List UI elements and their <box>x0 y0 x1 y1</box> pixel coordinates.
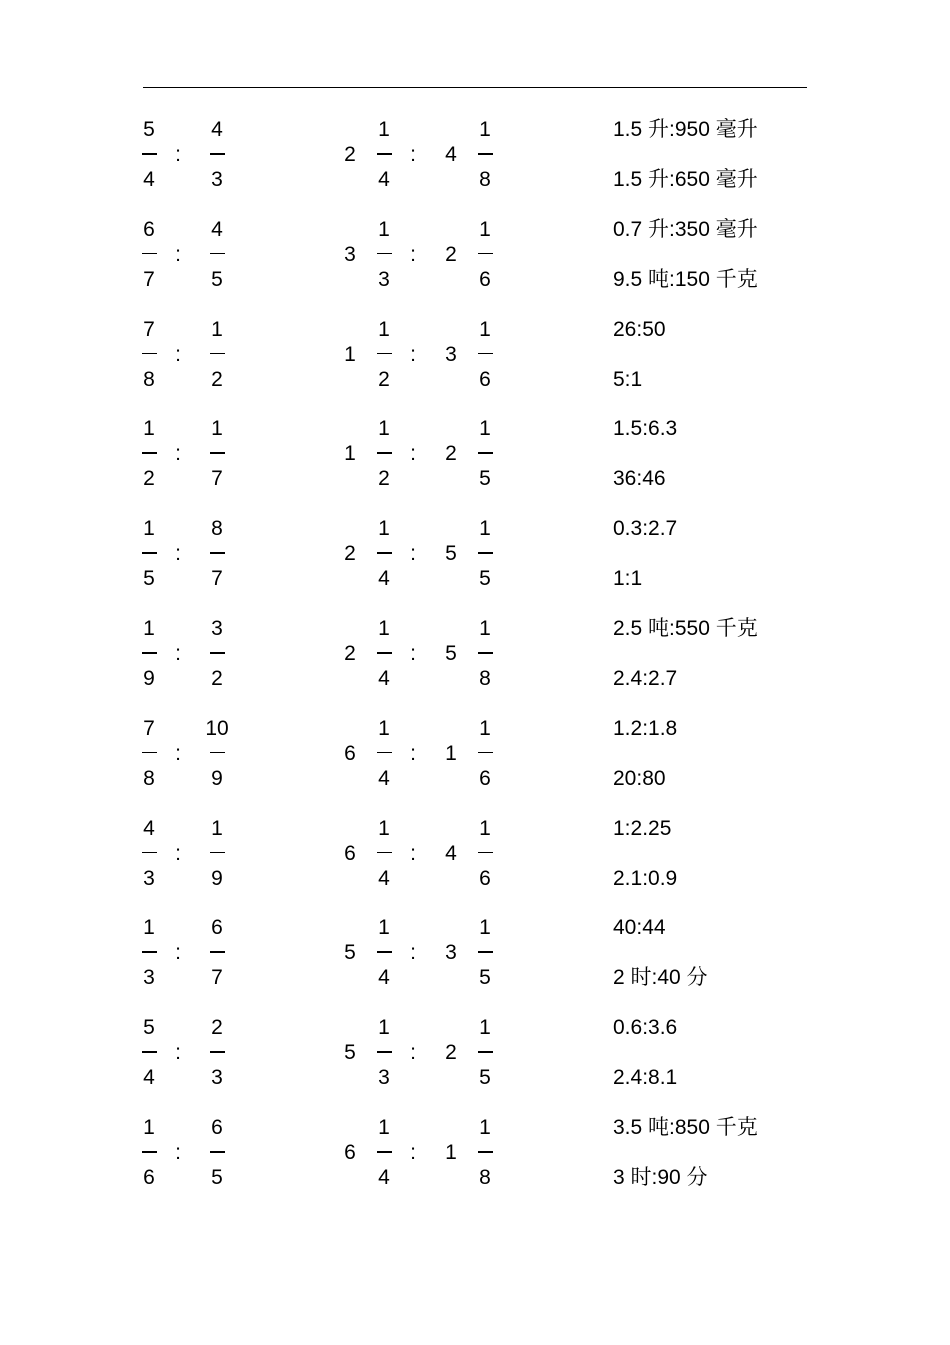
ratio-expression: 5:1 <box>613 367 643 391</box>
left-fraction-a-denominator: 4 <box>143 1066 155 1090</box>
ratio-colon: : <box>410 143 416 166</box>
ratio-expression: 1.2:1.8 <box>613 716 678 740</box>
ratio-colon: : <box>410 941 416 965</box>
left-fraction-b-numerator: 1 <box>211 417 223 441</box>
ratio-colon: : <box>175 242 181 266</box>
left-fraction-a-numerator: 1 <box>143 617 155 640</box>
mixed-fraction-b-denominator: 8 <box>479 667 491 690</box>
left-fraction-b-denominator: 9 <box>211 866 223 890</box>
ratio-colon: : <box>175 542 181 566</box>
mixed-fraction-b-numerator: 1 <box>479 517 491 541</box>
exercise-row <box>0 218 950 318</box>
left-fraction-b-numerator: 1 <box>211 816 223 840</box>
ratio-expression: 2.1:0.9 <box>613 866 678 890</box>
ratio-colon: : <box>175 642 181 665</box>
ratio-expression: 0.6:3.6 <box>613 1016 678 1040</box>
mixed-fraction-a-bar <box>377 752 392 754</box>
ratio-expression: 1:1 <box>613 567 643 591</box>
left-fraction-a-bar <box>142 253 157 255</box>
ratio-expression: 26:50 <box>613 317 666 341</box>
ratio-colon: : <box>175 342 181 366</box>
ratio-colon: : <box>410 342 416 366</box>
mixed-whole-b: 1 <box>445 741 457 765</box>
left-fraction-a-bar <box>142 153 157 155</box>
mixed-fraction-a-denominator: 2 <box>378 467 390 491</box>
left-fraction-b-bar <box>210 552 225 554</box>
exercise-row <box>0 118 950 218</box>
mixed-fraction-a-denominator: 3 <box>378 267 390 291</box>
exercise-row <box>0 916 950 1016</box>
mixed-fraction-b-bar <box>478 153 493 155</box>
mixed-fraction-b-numerator: 1 <box>479 617 491 640</box>
ratio-colon: : <box>410 642 416 665</box>
ratio-expression: 3 时:90 分 <box>613 1166 708 1189</box>
ratio-expression: 2 时:40 分 <box>613 966 708 990</box>
ratio-expression: 40:44 <box>613 916 666 940</box>
ratio-expression: 1.5:6.3 <box>613 417 678 441</box>
left-fraction-b-numerator: 8 <box>211 517 223 541</box>
mixed-whole-b: 1 <box>445 1141 457 1164</box>
exercise-row <box>0 1016 950 1116</box>
mixed-whole-b: 2 <box>445 1041 457 1065</box>
mixed-fraction-b-bar <box>478 852 493 854</box>
mixed-fraction-a-numerator: 1 <box>378 118 390 141</box>
left-fraction-a-denominator: 3 <box>143 966 155 990</box>
mixed-fraction-b-denominator: 5 <box>479 567 491 591</box>
left-fraction-a-numerator: 5 <box>143 118 155 141</box>
mixed-fraction-a-bar <box>377 353 392 355</box>
ratio-colon: : <box>175 741 181 765</box>
exercise-row <box>0 1116 950 1216</box>
mixed-fraction-a-numerator: 1 <box>378 816 390 840</box>
left-fraction-b-bar <box>210 1051 225 1053</box>
mixed-fraction-a-denominator: 4 <box>378 766 390 790</box>
mixed-fraction-a-numerator: 1 <box>378 617 390 640</box>
ratio-colon: : <box>410 542 416 566</box>
ratio-colon: : <box>175 442 181 466</box>
left-fraction-b-denominator: 3 <box>211 1066 223 1090</box>
left-fraction-b-bar <box>210 253 225 255</box>
ratio-colon: : <box>410 1041 416 1065</box>
left-fraction-b-numerator: 6 <box>211 916 223 940</box>
mixed-fraction-a-numerator: 1 <box>378 716 390 740</box>
mixed-fraction-a-bar <box>377 1151 392 1153</box>
ratio-colon: : <box>175 841 181 865</box>
ratio-expression: 0.3:2.7 <box>613 517 678 541</box>
ratio-expression: 3.5 吨:850 千克 <box>613 1116 758 1139</box>
mixed-whole-a: 2 <box>344 642 356 665</box>
left-fraction-b-numerator: 6 <box>211 1116 223 1139</box>
left-fraction-b-bar <box>210 752 225 754</box>
ratio-colon: : <box>410 741 416 765</box>
ratio-colon: : <box>410 442 416 466</box>
mixed-whole-a: 6 <box>344 741 356 765</box>
mixed-whole-a: 2 <box>344 143 356 166</box>
mixed-fraction-a-bar <box>377 951 392 953</box>
left-fraction-a-bar <box>142 452 157 454</box>
mixed-fraction-a-numerator: 1 <box>378 417 390 441</box>
ratio-expression: 1.5 升:950 毫升 <box>613 118 758 141</box>
mixed-whole-a: 5 <box>344 1041 356 1065</box>
left-fraction-b-denominator: 3 <box>211 168 223 191</box>
mixed-fraction-b-bar <box>478 452 493 454</box>
left-fraction-a-denominator: 2 <box>143 467 155 491</box>
mixed-fraction-a-bar <box>377 153 392 155</box>
mixed-whole-a: 6 <box>344 841 356 865</box>
exercise-row <box>0 717 950 817</box>
left-fraction-a-numerator: 1 <box>143 517 155 541</box>
left-fraction-b-denominator: 7 <box>211 966 223 990</box>
left-fraction-a-denominator: 8 <box>143 367 155 391</box>
exercise-row <box>0 417 950 517</box>
mixed-fraction-b-denominator: 8 <box>479 1166 491 1189</box>
mixed-fraction-b-bar <box>478 353 493 355</box>
ratio-expression: 0.7 升:350 毫升 <box>613 217 758 241</box>
left-fraction-a-numerator: 1 <box>143 417 155 441</box>
ratio-expression: 20:80 <box>613 766 666 790</box>
mixed-fraction-b-bar <box>478 951 493 953</box>
left-fraction-a-denominator: 8 <box>143 766 155 790</box>
mixed-fraction-a-bar <box>377 852 392 854</box>
mixed-fraction-b-bar <box>478 552 493 554</box>
left-fraction-b-denominator: 2 <box>211 367 223 391</box>
mixed-fraction-b-numerator: 1 <box>479 417 491 441</box>
mixed-fraction-b-bar <box>478 752 493 754</box>
exercise-row <box>0 318 950 418</box>
exercise-row <box>0 517 950 617</box>
mixed-fraction-b-bar <box>478 1151 493 1153</box>
left-fraction-a-denominator: 6 <box>143 1166 155 1189</box>
mixed-fraction-a-bar <box>377 452 392 454</box>
mixed-fraction-b-numerator: 1 <box>479 118 491 141</box>
mixed-whole-b: 3 <box>445 342 457 366</box>
exercise-row <box>0 817 950 917</box>
header-rule <box>143 87 807 88</box>
mixed-fraction-b-denominator: 5 <box>479 1066 491 1090</box>
left-fraction-a-numerator: 4 <box>143 816 155 840</box>
mixed-fraction-a-denominator: 4 <box>378 966 390 990</box>
left-fraction-b-bar <box>210 353 225 355</box>
mixed-fraction-a-numerator: 1 <box>378 317 390 341</box>
mixed-fraction-a-bar <box>377 652 392 654</box>
left-fraction-a-bar <box>142 852 157 854</box>
ratio-colon: : <box>175 941 181 965</box>
ratio-colon: : <box>410 242 416 266</box>
left-fraction-b-denominator: 7 <box>211 567 223 591</box>
left-fraction-a-bar <box>142 1151 157 1153</box>
mixed-fraction-b-denominator: 6 <box>479 367 491 391</box>
left-fraction-a-numerator: 7 <box>143 716 155 740</box>
mixed-fraction-a-bar <box>377 1051 392 1053</box>
mixed-whole-b: 4 <box>445 841 457 865</box>
mixed-fraction-b-bar <box>478 253 493 255</box>
mixed-fraction-b-denominator: 6 <box>479 267 491 291</box>
left-fraction-a-denominator: 4 <box>143 168 155 191</box>
ratio-colon: : <box>175 1141 181 1164</box>
mixed-whole-b: 2 <box>445 242 457 266</box>
mixed-fraction-a-bar <box>377 253 392 255</box>
mixed-fraction-b-numerator: 1 <box>479 816 491 840</box>
mixed-fraction-a-numerator: 1 <box>378 217 390 241</box>
left-fraction-b-bar <box>210 452 225 454</box>
mixed-whole-a: 5 <box>344 941 356 965</box>
mixed-fraction-a-denominator: 4 <box>378 168 390 191</box>
left-fraction-a-bar <box>142 652 157 654</box>
mixed-fraction-a-denominator: 3 <box>378 1066 390 1090</box>
mixed-fraction-a-bar <box>377 552 392 554</box>
left-fraction-b-bar <box>210 1151 225 1153</box>
ratio-expression: 2.5 吨:550 千克 <box>613 617 758 640</box>
mixed-fraction-a-denominator: 4 <box>378 567 390 591</box>
exercise-row <box>0 617 950 717</box>
ratio-expression: 2.4:8.1 <box>613 1066 678 1090</box>
ratio-expression: 36:46 <box>613 467 666 491</box>
ratio-expression: 9.5 吨:150 千克 <box>613 267 758 291</box>
ratio-expression: 1.5 升:650 毫升 <box>613 168 758 191</box>
left-fraction-b-denominator: 2 <box>211 667 223 690</box>
mixed-fraction-b-denominator: 8 <box>479 168 491 191</box>
mixed-fraction-b-numerator: 1 <box>479 1116 491 1139</box>
left-fraction-a-bar <box>142 752 157 754</box>
mixed-fraction-b-denominator: 6 <box>479 866 491 890</box>
mixed-fraction-b-denominator: 5 <box>479 966 491 990</box>
left-fraction-a-numerator: 6 <box>143 217 155 241</box>
ratio-colon: : <box>175 143 181 166</box>
mixed-fraction-a-denominator: 2 <box>378 367 390 391</box>
ratio-colon: : <box>410 1141 416 1164</box>
left-fraction-b-numerator: 4 <box>211 217 223 241</box>
ratio-colon: : <box>175 1041 181 1065</box>
mixed-fraction-b-denominator: 6 <box>479 766 491 790</box>
left-fraction-b-denominator: 5 <box>211 267 223 291</box>
mixed-fraction-a-denominator: 4 <box>378 866 390 890</box>
mixed-whole-b: 4 <box>445 143 457 166</box>
mixed-whole-a: 2 <box>344 542 356 566</box>
mixed-fraction-b-bar <box>478 652 493 654</box>
left-fraction-a-denominator: 9 <box>143 667 155 690</box>
left-fraction-a-numerator: 5 <box>143 1016 155 1040</box>
mixed-whole-a: 1 <box>344 442 356 466</box>
left-fraction-b-numerator: 3 <box>211 617 223 640</box>
mixed-fraction-a-numerator: 1 <box>378 517 390 541</box>
mixed-whole-a: 6 <box>344 1141 356 1164</box>
ratio-expression: 2.4:2.7 <box>613 667 678 690</box>
left-fraction-b-numerator: 10 <box>205 716 229 740</box>
left-fraction-b-bar <box>210 852 225 854</box>
left-fraction-a-bar <box>142 1051 157 1053</box>
ratio-expression: 1:2.25 <box>613 816 672 840</box>
mixed-whole-b: 5 <box>445 542 457 566</box>
ratio-colon: : <box>410 841 416 865</box>
left-fraction-a-denominator: 7 <box>143 267 155 291</box>
left-fraction-b-denominator: 5 <box>211 1166 223 1189</box>
mixed-whole-b: 5 <box>445 642 457 665</box>
left-fraction-a-numerator: 1 <box>143 916 155 940</box>
mixed-whole-b: 3 <box>445 941 457 965</box>
mixed-fraction-b-denominator: 5 <box>479 467 491 491</box>
left-fraction-b-bar <box>210 153 225 155</box>
left-fraction-a-bar <box>142 951 157 953</box>
left-fraction-b-numerator: 4 <box>211 118 223 141</box>
mixed-whole-a: 1 <box>344 342 356 366</box>
left-fraction-a-numerator: 1 <box>143 1116 155 1139</box>
mixed-fraction-a-numerator: 1 <box>378 1116 390 1139</box>
left-fraction-a-bar <box>142 353 157 355</box>
mixed-fraction-a-numerator: 1 <box>378 1016 390 1040</box>
mixed-fraction-b-numerator: 1 <box>479 916 491 940</box>
mixed-whole-a: 3 <box>344 242 356 266</box>
left-fraction-a-bar <box>142 552 157 554</box>
left-fraction-b-denominator: 7 <box>211 467 223 491</box>
mixed-fraction-b-numerator: 1 <box>479 716 491 740</box>
mixed-fraction-a-numerator: 1 <box>378 916 390 940</box>
mixed-fraction-b-numerator: 1 <box>479 317 491 341</box>
mixed-whole-b: 2 <box>445 442 457 466</box>
left-fraction-a-numerator: 7 <box>143 317 155 341</box>
left-fraction-b-bar <box>210 652 225 654</box>
left-fraction-b-bar <box>210 951 225 953</box>
mixed-fraction-b-numerator: 1 <box>479 1016 491 1040</box>
mixed-fraction-a-denominator: 4 <box>378 1166 390 1189</box>
left-fraction-a-denominator: 5 <box>143 567 155 591</box>
mixed-fraction-b-bar <box>478 1051 493 1053</box>
left-fraction-b-denominator: 9 <box>211 766 223 790</box>
left-fraction-a-denominator: 3 <box>143 866 155 890</box>
left-fraction-b-numerator: 1 <box>211 317 223 341</box>
left-fraction-b-numerator: 2 <box>211 1016 223 1040</box>
mixed-fraction-a-denominator: 4 <box>378 667 390 690</box>
mixed-fraction-b-numerator: 1 <box>479 217 491 241</box>
